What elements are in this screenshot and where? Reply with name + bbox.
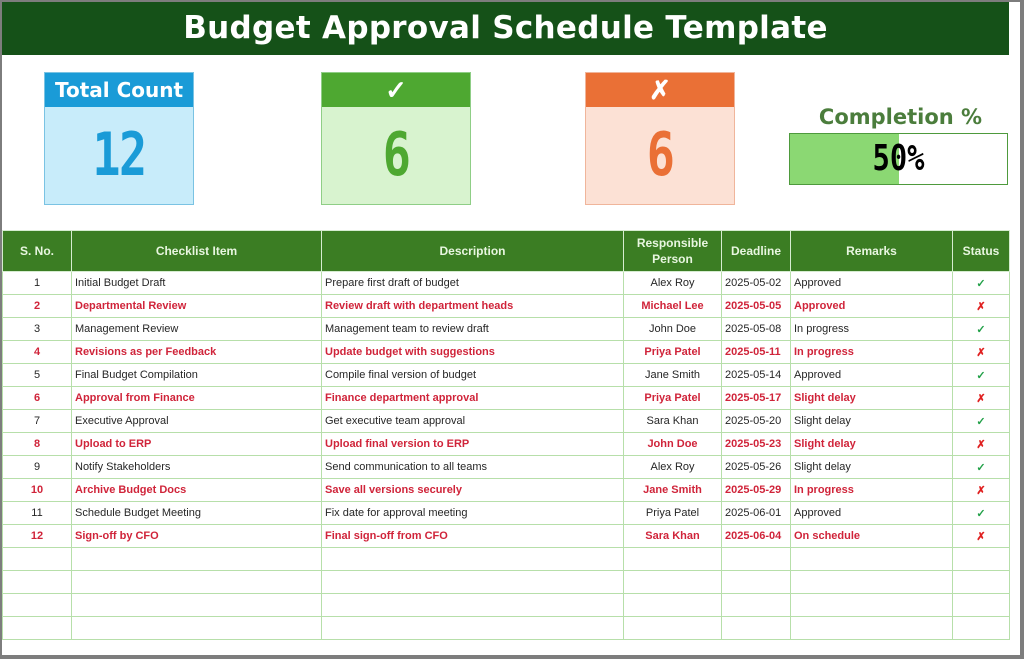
sno-cell[interactable]: 7 [3, 410, 72, 433]
cross-icon[interactable]: ✗ [953, 341, 1010, 364]
deadline-cell[interactable]: 2025-05-20 [722, 410, 791, 433]
deadline-cell[interactable]: 2025-05-02 [722, 272, 791, 295]
remarks-cell[interactable]: Approved [791, 295, 953, 318]
header-responsible-person[interactable]: Responsible Person [624, 231, 722, 272]
responsible-person-cell[interactable]: John Doe [624, 433, 722, 456]
sno-cell[interactable]: 3 [3, 318, 72, 341]
spreadsheet [2, 2, 1020, 655]
table-row [3, 272, 1010, 295]
cross-icon: ✗ [586, 73, 734, 107]
empty-cell[interactable] [72, 548, 322, 571]
responsible-person-cell[interactable]: Priya Patel [624, 502, 722, 525]
remarks-cell[interactable]: Slight delay [791, 433, 953, 456]
description-cell[interactable]: Fix date for approval meeting [322, 502, 624, 525]
responsible-person-cell[interactable]: Alex Roy [624, 456, 722, 479]
pending-count-card [585, 72, 735, 205]
empty-cell[interactable] [322, 571, 624, 594]
remarks-cell[interactable]: In progress [791, 318, 953, 341]
empty-cell[interactable] [791, 571, 953, 594]
checklist-table [2, 230, 1010, 640]
remarks-cell[interactable]: Slight delay [791, 387, 953, 410]
page-title: Budget Approval Schedule Template [2, 2, 1009, 55]
header-remarks[interactable]: Remarks [791, 231, 953, 272]
check-icon[interactable]: ✓ [953, 456, 1010, 479]
responsible-person-cell[interactable]: Sara Khan [624, 410, 722, 433]
total-count-card [44, 72, 194, 205]
sno-cell[interactable]: 5 [3, 364, 72, 387]
remarks-cell[interactable]: Approved [791, 272, 953, 295]
completion-progress-bar [789, 133, 1008, 185]
empty-cell[interactable] [722, 594, 791, 617]
checklist-item-cell[interactable]: Management Review [72, 318, 322, 341]
pending-count-value: 6 [646, 120, 674, 190]
empty-cell[interactable] [624, 594, 722, 617]
description-cell[interactable]: Get executive team approval [322, 410, 624, 433]
header-sno[interactable]: S. No. [3, 231, 72, 272]
empty-cell[interactable] [624, 617, 722, 640]
check-icon[interactable]: ✓ [953, 502, 1010, 525]
check-icon[interactable]: ✓ [953, 410, 1010, 433]
deadline-cell[interactable]: 2025-05-17 [722, 387, 791, 410]
empty-cell[interactable] [953, 617, 1010, 640]
deadline-cell[interactable]: 2025-06-04 [722, 525, 791, 548]
header-deadline[interactable]: Deadline [722, 231, 791, 272]
table-row [3, 318, 1010, 341]
deadline-cell[interactable]: 2025-05-11 [722, 341, 791, 364]
table-row [3, 341, 1010, 364]
sno-cell[interactable]: 12 [3, 525, 72, 548]
responsible-person-cell[interactable]: Jane Smith [624, 479, 722, 502]
checklist-item-cell[interactable]: Notify Stakeholders [72, 456, 322, 479]
sno-cell[interactable]: 6 [3, 387, 72, 410]
empty-cell[interactable] [722, 617, 791, 640]
completed-count-card [321, 72, 471, 205]
completed-count-value: 6 [382, 120, 410, 190]
empty-cell[interactable] [953, 571, 1010, 594]
empty-cell[interactable] [953, 548, 1010, 571]
table-row [3, 433, 1010, 456]
check-icon: ✓ [322, 73, 470, 107]
remarks-cell[interactable]: Approved [791, 364, 953, 387]
check-icon[interactable]: ✓ [953, 272, 1010, 295]
sno-cell[interactable]: 11 [3, 502, 72, 525]
sno-cell[interactable]: 9 [3, 456, 72, 479]
empty-cell[interactable] [72, 571, 322, 594]
table-row [3, 479, 1010, 502]
deadline-cell[interactable]: 2025-05-14 [722, 364, 791, 387]
empty-cell[interactable] [953, 594, 1010, 617]
cross-icon[interactable]: ✗ [953, 525, 1010, 548]
sno-cell[interactable]: 4 [3, 341, 72, 364]
table-row [3, 410, 1010, 433]
cross-icon[interactable]: ✗ [953, 387, 1010, 410]
table-row [3, 525, 1010, 548]
description-cell[interactable]: Management team to review draft [322, 318, 624, 341]
sno-cell[interactable]: 2 [3, 295, 72, 318]
remarks-cell[interactable]: Slight delay [791, 456, 953, 479]
empty-cell[interactable] [72, 594, 322, 617]
checklist-item-cell[interactable]: Schedule Budget Meeting [72, 502, 322, 525]
header-status[interactable]: Status [953, 231, 1010, 272]
empty-cell[interactable] [624, 571, 722, 594]
sno-cell[interactable]: 10 [3, 479, 72, 502]
table-row [3, 456, 1010, 479]
empty-cell[interactable] [791, 594, 953, 617]
table-row [3, 387, 1010, 410]
checklist-item-cell[interactable]: Sign-off by CFO [72, 525, 322, 548]
check-icon[interactable]: ✓ [953, 364, 1010, 387]
empty-cell[interactable] [791, 548, 953, 571]
completion-label: Completion % [818, 105, 983, 129]
description-cell[interactable]: Send communication to all teams [322, 456, 624, 479]
checklist-item-cell[interactable]: Departmental Review [72, 295, 322, 318]
deadline-cell[interactable]: 2025-05-26 [722, 456, 791, 479]
remarks-cell[interactable]: In progress [791, 479, 953, 502]
table-row [3, 295, 1010, 318]
empty-cell[interactable] [791, 617, 953, 640]
remarks-cell[interactable]: Approved [791, 502, 953, 525]
table-header-row [3, 231, 1010, 272]
description-cell[interactable]: Review draft with department heads [322, 295, 624, 318]
checklist-item-cell[interactable]: Archive Budget Docs [72, 479, 322, 502]
checklist-item-cell[interactable]: Initial Budget Draft [72, 272, 322, 295]
empty-cell[interactable] [322, 548, 624, 571]
responsible-person-cell[interactable]: Sara Khan [624, 525, 722, 548]
sno-cell[interactable]: 1 [3, 272, 72, 295]
remarks-cell[interactable]: Slight delay [791, 410, 953, 433]
deadline-cell[interactable]: 2025-06-01 [722, 502, 791, 525]
empty-cell[interactable] [3, 548, 72, 571]
total-count-label: Total Count [45, 73, 193, 107]
cross-icon[interactable]: ✗ [953, 295, 1010, 318]
cross-icon[interactable]: ✗ [953, 433, 1010, 456]
checklist-item-cell[interactable]: Executive Approval [72, 410, 322, 433]
table-row [3, 502, 1010, 525]
description-cell[interactable]: Finance department approval [322, 387, 624, 410]
empty-cell[interactable] [3, 594, 72, 617]
deadline-cell[interactable]: 2025-05-29 [722, 479, 791, 502]
empty-row [3, 617, 1010, 640]
deadline-cell[interactable]: 2025-05-05 [722, 295, 791, 318]
responsible-person-cell[interactable]: Priya Patel [624, 341, 722, 364]
completion-value: 50% [872, 138, 925, 179]
checklist-item-cell[interactable]: Approval from Finance [72, 387, 322, 410]
empty-cell[interactable] [3, 617, 72, 640]
check-icon[interactable]: ✓ [953, 318, 1010, 341]
remarks-cell[interactable]: On schedule [791, 525, 953, 548]
empty-cell[interactable] [72, 617, 322, 640]
description-cell[interactable]: Upload final version to ERP [322, 433, 624, 456]
checklist-item-cell[interactable]: Revisions as per Feedback [72, 341, 322, 364]
empty-cell[interactable] [3, 571, 72, 594]
empty-row [3, 548, 1010, 571]
table-row [3, 364, 1010, 387]
empty-row [3, 594, 1010, 617]
description-cell[interactable]: Final sign-off from CFO [322, 525, 624, 548]
description-cell[interactable]: Compile final version of budget [322, 364, 624, 387]
responsible-person-cell[interactable]: Priya Patel [624, 387, 722, 410]
responsible-person-cell[interactable]: Jane Smith [624, 364, 722, 387]
empty-cell[interactable] [322, 617, 624, 640]
remarks-cell[interactable]: In progress [791, 341, 953, 364]
empty-row [3, 571, 1010, 594]
checklist-item-cell[interactable]: Upload to ERP [72, 433, 322, 456]
deadline-cell[interactable]: 2025-05-08 [722, 318, 791, 341]
total-count-value: 12 [92, 120, 146, 190]
responsible-person-cell[interactable]: Michael Lee [624, 295, 722, 318]
responsible-person-cell[interactable]: John Doe [624, 318, 722, 341]
description-cell[interactable]: Prepare first draft of budget [322, 272, 624, 295]
header-description[interactable]: Description [322, 231, 624, 272]
description-cell[interactable]: Save all versions securely [322, 479, 624, 502]
empty-cell[interactable] [722, 571, 791, 594]
cross-icon[interactable]: ✗ [953, 479, 1010, 502]
responsible-person-cell[interactable]: Alex Roy [624, 272, 722, 295]
header-checklist-item[interactable]: Checklist Item [72, 231, 322, 272]
sno-cell[interactable]: 8 [3, 433, 72, 456]
description-cell[interactable]: Update budget with suggestions [322, 341, 624, 364]
empty-cell[interactable] [722, 548, 791, 571]
checklist-item-cell[interactable]: Final Budget Compilation [72, 364, 322, 387]
empty-cell[interactable] [624, 548, 722, 571]
empty-cell[interactable] [322, 594, 624, 617]
deadline-cell[interactable]: 2025-05-23 [722, 433, 791, 456]
